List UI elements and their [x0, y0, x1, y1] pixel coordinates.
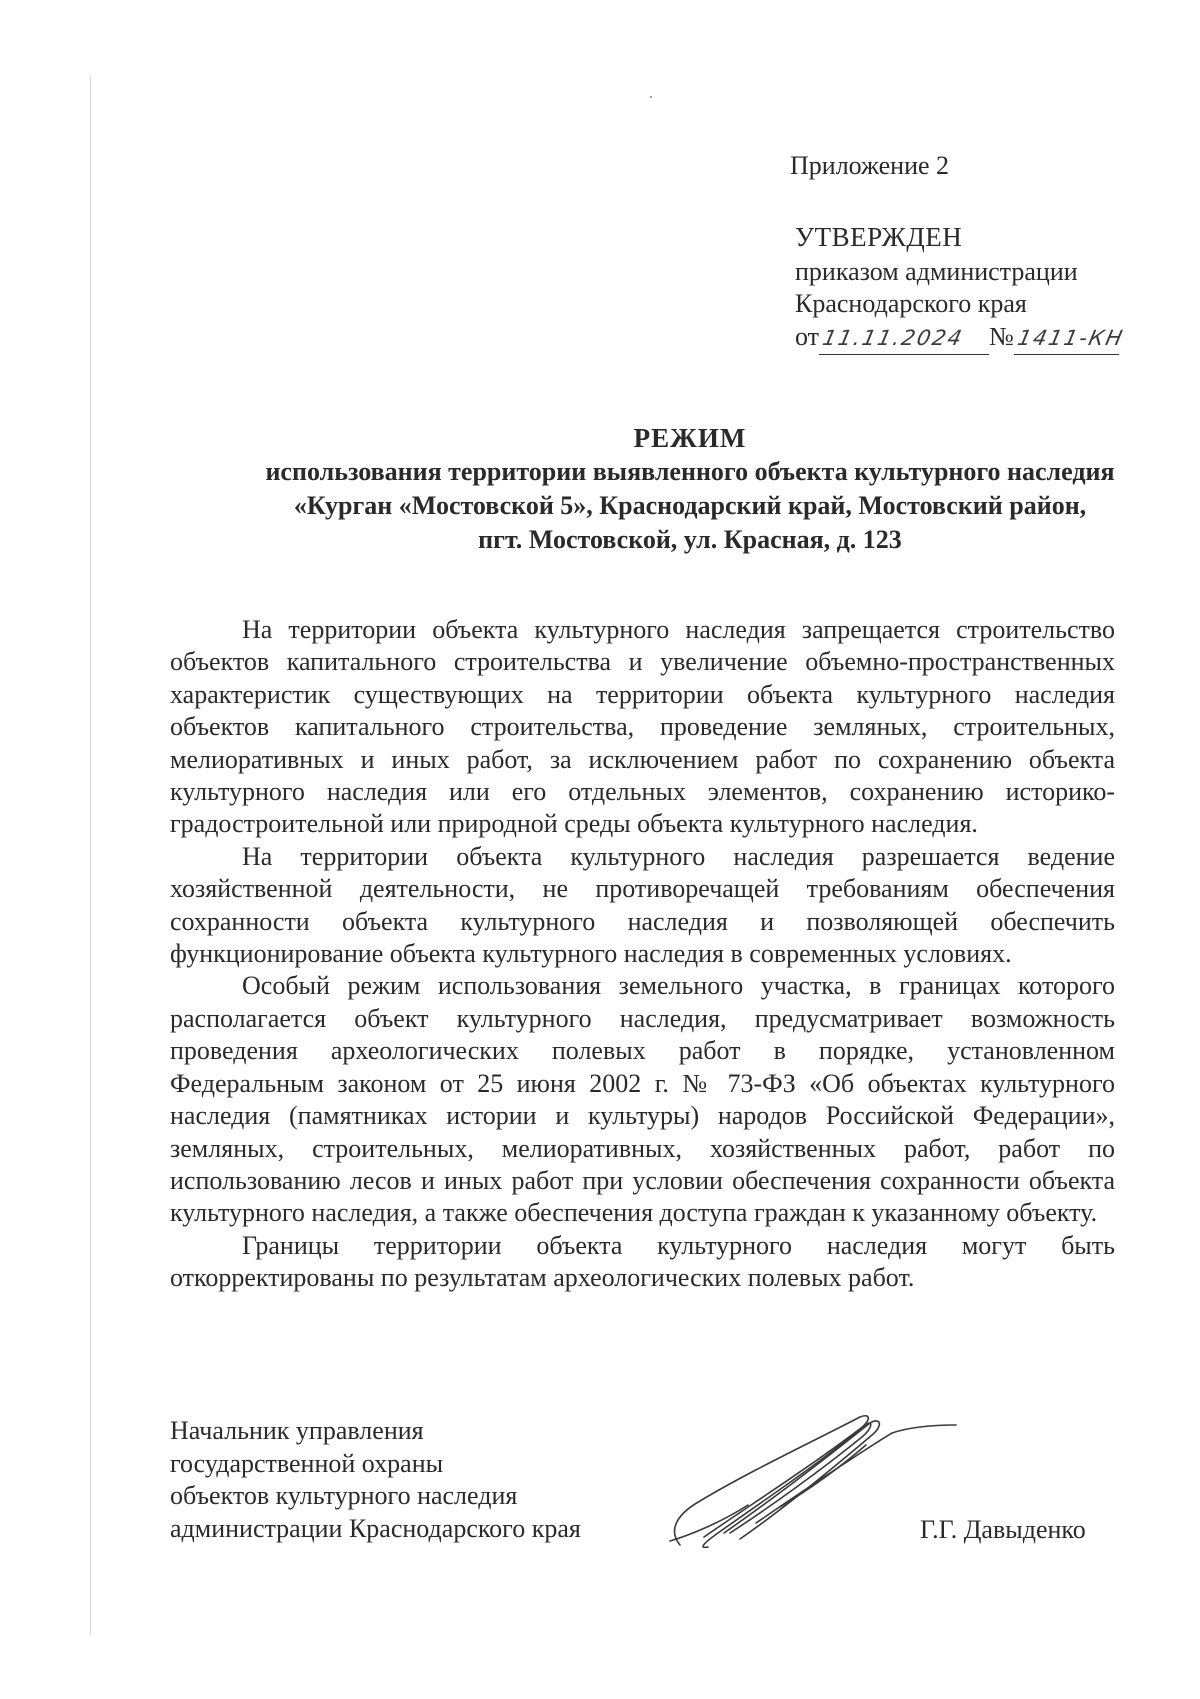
approved-by-line2: Краснодарского края [795, 289, 1027, 318]
signatory-position [170, 1415, 581, 1545]
signatory-name: Г.Г. Давыденко [920, 1515, 1086, 1544]
order-number-field [1014, 320, 1127, 355]
document-body [170, 614, 1115, 1295]
body-paragraph-1: На территории объекта культурного наследия запрещается строительство объектов капитального строительства и увеличение объемно-пространственных характеристик существующих на территории объекта культурного наследия объектов капитального строительства, проведение земляных, строительных, мелиоративных и иных работ, за исключением работ по сохранению объекта культурного наследия или его отдельных элементов, сохранению историко-градостроительной или природной среды объекта культурного наследия. [170, 615, 1115, 839]
approved-by-line1: приказом администрации [795, 257, 1078, 286]
document-subtitle-line3: пгт. Мостовской, ул. Красная, д. 123 [478, 525, 902, 554]
body-paragraph-2: На территории объекта культурного наследия разрешается ведение хозяйственной деятельности, не противоречащей требованиям обеспечения сохранности объекта культурного наследия и позволяющей обеспечить функционирование объекта культурного наследия в современных условиях. [170, 841, 1115, 969]
handwritten-signature [660, 1405, 960, 1555]
scan-speck [650, 96, 652, 98]
approval-block [795, 220, 1127, 354]
body-paragraph-4: Границы территории объекта культурного наследия могут быть откорректированы по результатам археологических полевых работ. [170, 1230, 1115, 1293]
order-date-field [819, 320, 989, 355]
document-heading: РЕЖИМ [633, 423, 747, 453]
document-title-block [110, 421, 1200, 557]
approved-title: УТВЕРЖДЕН [795, 222, 963, 252]
signatory-position-line2: государственной охраны [170, 1448, 444, 1478]
scan-margin-line [90, 75, 91, 1635]
appendix-label: Приложение 2 [790, 151, 950, 180]
order-date-value: 11.11.2024 [820, 326, 966, 350]
signatory-position-line4: администрации Краснодарского края [170, 1513, 581, 1543]
document-subtitle-line2: «Курган «Мостовской 5», Краснодарский край, Мостовский район, [293, 491, 1087, 520]
order-date-prefix: от [795, 322, 820, 351]
signatory-position-line1: Начальник управления [170, 1416, 424, 1445]
signatory-position-line3: объектов культурного наследия [170, 1481, 518, 1510]
order-number-value: 1411-КН [1015, 326, 1127, 350]
order-number-prefix: № [989, 322, 1014, 351]
order-line [795, 320, 1127, 354]
body-paragraph-3: Особый режим использования земельного участка, в границах которого располагается объект культурного наследия, предусматривает возможность проведения археологических полевых работ в порядке, установленном Федеральным законом от 25 июня 2002 г. № 73-ФЗ «Об объектах культурного наследия (памятниках истории и культуры) народов Российской Федерации», земляных, строительных, мелиоративных, хозяйственных работ, работ по использованию лесов и иных работ при условии обеспечения сохранности объекта культурного наследия, а также обеспечения доступа граждан к указанному объекту. [170, 971, 1115, 1228]
document-subtitle-line1: использования территории выявленного объекта культурного наследия [265, 457, 1115, 486]
